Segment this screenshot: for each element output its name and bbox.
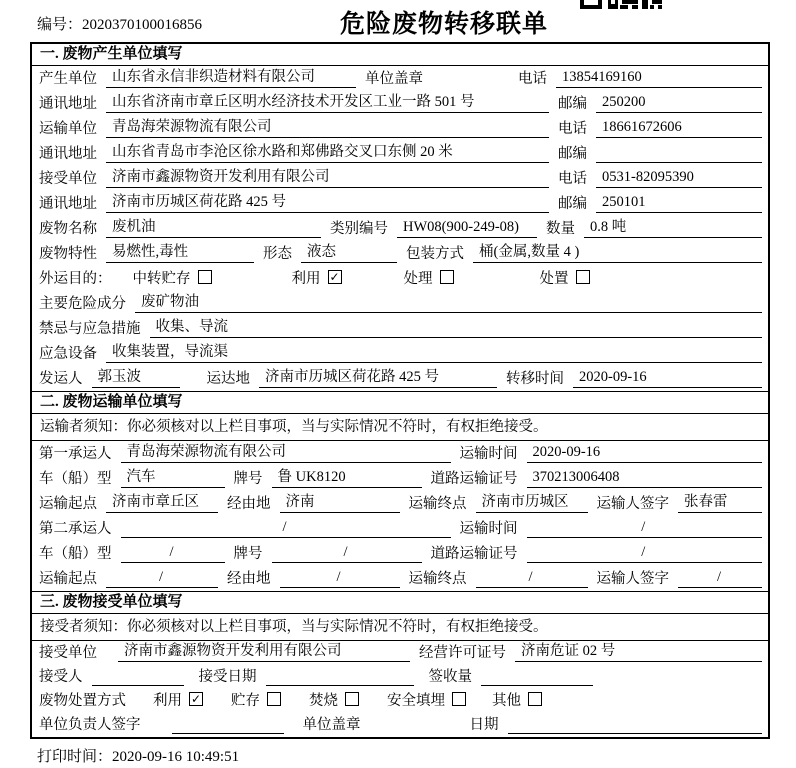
checkbox-unchecked-icon (440, 270, 454, 284)
carrier-signature-2-value: / (678, 569, 762, 588)
waste-receiver-section (32, 591, 768, 737)
field-label: 运输时间 (459, 521, 518, 537)
producer-address-value: 山东省济南市章丘区明水经济技术开发区工业一路 501 号 (106, 90, 549, 113)
shipper-name-value: 郭玉波 (92, 365, 180, 388)
physical-form-value: 液态 (301, 240, 397, 263)
via-1-value: 济南 (280, 490, 400, 513)
origin-2-value: / (106, 569, 218, 588)
checkbox-checked-icon: ✓ (190, 692, 202, 706)
disposal-storage-checkbox (231, 689, 281, 710)
signed-quantity-value (481, 684, 593, 686)
field-label: 车（船）型 (39, 546, 112, 562)
form-row (32, 266, 768, 291)
print-time-label: 打印时间： (37, 749, 113, 765)
transporter-phone-value: 18661672606 (596, 119, 762, 138)
form-row (32, 665, 768, 689)
checkbox-label: 安全填埋 (387, 693, 445, 709)
transport-date-2-value: / (527, 519, 763, 538)
field-label: 类别编号 (330, 221, 388, 237)
form-row (32, 516, 768, 541)
field-label: 日期 (469, 717, 499, 733)
field-label: 车（船）型 (39, 471, 112, 487)
vehicle-type-1-value: 汽车 (121, 465, 225, 488)
field-label: 运输终点 (408, 496, 467, 512)
field-label: 邮编 (558, 146, 587, 162)
checkbox-label: 处理 (403, 271, 433, 287)
field-label: 接受日期 (198, 669, 257, 685)
field-label: 道路运输证号 (430, 471, 518, 487)
field-label: 废物特性 (39, 246, 97, 262)
checkbox-label: 中转贮存 (132, 271, 191, 287)
accept-date-value (266, 684, 414, 686)
receiver-address-value: 济南市历城区荷花路 425 号 (106, 190, 549, 213)
field-label: 经由地 (227, 571, 271, 587)
producer-name-value: 山东省永信非织造材料有限公司 (106, 65, 356, 88)
field-label: 签收量 (428, 669, 472, 685)
form-row (32, 116, 768, 141)
field-label: 包装方式 (406, 246, 464, 262)
form-box (30, 42, 770, 739)
field-label: 第一承运人 (39, 446, 112, 462)
disposal-landfill-checkbox (387, 689, 466, 710)
field-label: 电话 (558, 121, 587, 137)
field-label: 单位负责人签字 (39, 717, 141, 733)
field-label: 应急设备 (39, 346, 97, 362)
field-label: 经营许可证号 (419, 645, 506, 661)
responsible-signature-value (172, 732, 284, 734)
form-row (32, 91, 768, 116)
print-time (37, 745, 239, 766)
road-permit-2-value: / (527, 544, 763, 563)
checkbox-label: 利用 (291, 271, 321, 287)
field-label: 通讯地址 (39, 96, 97, 112)
purpose-treatment-checkbox (404, 267, 454, 288)
form-row (32, 566, 768, 591)
transport-date-1-value: 2020-09-16 (527, 444, 763, 463)
transfer-date-value: 2020-09-16 (573, 369, 762, 388)
main-hazardous-component-value: 废矿物油 (135, 290, 762, 313)
form-row (32, 291, 768, 316)
origin-1-value: 济南市章丘区 (106, 490, 218, 513)
packaging-value: 桶(金属,数量 4 ) (473, 240, 762, 263)
field-label: 邮编 (558, 196, 587, 212)
field-label: 单位盖章 (365, 71, 423, 87)
field-label: 运输人签字 (596, 571, 669, 587)
checkbox-unchecked-icon (267, 692, 281, 706)
field-label: 运达地 (206, 371, 250, 387)
checkbox-unchecked-icon (528, 692, 542, 706)
field-label: 运输人签字 (596, 496, 669, 512)
print-time-value: 2020-09-16 10:49:51 (112, 749, 240, 765)
field-label: 运输终点 (408, 571, 467, 587)
checkbox-label: 处置 (539, 271, 569, 287)
form-row (32, 441, 768, 466)
form-row (32, 191, 768, 216)
disposal-incineration-checkbox (309, 689, 359, 710)
form-row (32, 341, 768, 366)
endpoint-1-value: 济南市历城区 (476, 490, 588, 513)
field-label: 数量 (546, 221, 575, 237)
field-label: 经由地 (227, 496, 271, 512)
form-row (32, 166, 768, 191)
plate-number-1-value: 鲁 UK8120 (272, 465, 422, 488)
section-notice: 运输者须知：你必须核对以上栏目事项，当与实际情况不符时，有权拒绝接受。 (32, 414, 768, 441)
second-carrier-value: / (121, 519, 451, 538)
transporter-postcode-value (596, 161, 762, 163)
field-label: 运输单位 (39, 121, 97, 137)
checkbox-unchecked-icon (198, 270, 212, 284)
form-row (32, 216, 768, 241)
producer-postcode-value: 250200 (596, 94, 762, 113)
field-label: 第二承运人 (39, 521, 112, 537)
accept-person-value (92, 684, 184, 686)
emergency-measures-value: 收集、导流 (150, 315, 763, 338)
form-row (32, 141, 768, 166)
checkbox-unchecked-icon (576, 270, 590, 284)
form-row (32, 66, 768, 91)
field-label: 邮编 (558, 96, 587, 112)
field-label: 发运人 (39, 371, 83, 387)
field-label: 接受人 (39, 669, 83, 685)
disposal-utilize-checkbox (153, 689, 203, 710)
purpose-transfer-storage-checkbox (133, 267, 212, 288)
field-label: 废物名称 (39, 221, 97, 237)
field-label: 运输时间 (459, 446, 518, 462)
quantity-value: 0.8 吨 (584, 215, 762, 238)
transporter-address-value: 山东省青岛市李沧区徐水路和郑佛路交叉口东侧 20 米 (106, 140, 549, 163)
checkbox-unchecked-icon (345, 692, 359, 706)
field-label: 电话 (558, 171, 587, 187)
field-label: 通讯地址 (39, 146, 97, 162)
carrier-signature-1-value: 张春雷 (678, 490, 762, 513)
field-label: 废物处置方式 (39, 693, 126, 709)
receipt-date-value (508, 732, 763, 734)
field-label: 通讯地址 (39, 196, 97, 212)
section-title: 一. 废物产生单位填写 (32, 44, 768, 66)
field-label: 产生单位 (39, 71, 97, 87)
doc-number-label: 编号： (37, 17, 83, 33)
field-label: 道路运输证号 (430, 546, 518, 562)
transporter-name-value: 青岛海荣源物流有限公司 (106, 115, 549, 138)
field-label: 电话 (518, 71, 547, 87)
destination-value: 济南市历城区荷花路 425 号 (259, 365, 497, 388)
purpose-utilize-checkbox (292, 267, 342, 288)
section-notice: 接受者须知：你必须核对以上栏目事项，当与实际情况不符时，有权拒绝接受。 (32, 614, 768, 641)
vehicle-type-2-value: / (121, 544, 225, 563)
form-row (32, 713, 768, 737)
field-label: 形态 (263, 246, 292, 262)
checkbox-label: 其他 (492, 693, 521, 709)
section-title: 三. 废物接受单位填写 (32, 591, 768, 614)
form-row (32, 241, 768, 266)
receiver-phone-value: 0531-82095390 (596, 169, 762, 188)
road-permit-1-value: 370213006408 (527, 469, 763, 488)
emergency-equipment-value: 收集装置，导流渠 (106, 340, 762, 363)
waste-characteristics-value: 易燃性,毒性 (106, 240, 254, 263)
form-row (32, 689, 768, 713)
field-label: 接受单位 (39, 645, 97, 661)
field-label: 牌号 (233, 471, 263, 487)
checkbox-label: 贮存 (231, 693, 260, 709)
form-row (32, 466, 768, 491)
accepting-unit-value: 济南市鑫源物资开发利用有限公司 (118, 639, 410, 662)
producer-phone-value: 13854169160 (556, 69, 762, 88)
field-label: 禁忌与应急措施 (39, 321, 141, 337)
plate-number-2-value: / (272, 544, 422, 563)
page-title: 危险废物转移联单 (339, 11, 548, 38)
first-carrier-value: 青岛海荣源物流有限公司 (121, 440, 451, 463)
form-row (32, 491, 768, 516)
qr-code-fragment (580, 0, 662, 10)
receiver-postcode-value: 250101 (596, 194, 762, 213)
waste-producer-section (32, 44, 768, 391)
field-label: 外运目的： (39, 271, 112, 287)
checkbox-label: 焚烧 (309, 693, 338, 709)
checkbox-checked-icon: ✓ (329, 270, 340, 284)
field-label: 单位盖章 (302, 717, 361, 733)
waste-name-value: 废机油 (106, 215, 321, 238)
field-label: 牌号 (233, 546, 263, 562)
license-number-value: 济南危证 02 号 (515, 639, 762, 662)
field-label: 转移时间 (506, 371, 564, 387)
form-row (32, 541, 768, 566)
disposal-other-checkbox (492, 689, 542, 710)
form-row (32, 316, 768, 341)
form-row (32, 641, 768, 665)
receiver-name-value: 济南市鑫源物资开发利用有限公司 (106, 165, 549, 188)
checkbox-label: 利用 (153, 693, 182, 709)
section-title: 二. 废物运输单位填写 (32, 391, 768, 414)
form-row (32, 366, 768, 391)
via-2-value: / (280, 569, 400, 588)
field-label: 主要危险成分 (39, 296, 126, 312)
category-code-value: HW08(900-249-08) (397, 219, 537, 238)
checkbox-unchecked-icon (452, 692, 466, 706)
waste-transporter-section (32, 391, 768, 591)
purpose-disposal-checkbox (540, 267, 590, 288)
endpoint-2-value: / (476, 569, 588, 588)
field-label: 接受单位 (39, 171, 97, 187)
field-label: 运输起点 (39, 571, 97, 587)
doc-number-value: 2020370100016856 (82, 17, 203, 33)
field-label: 运输起点 (39, 496, 97, 512)
